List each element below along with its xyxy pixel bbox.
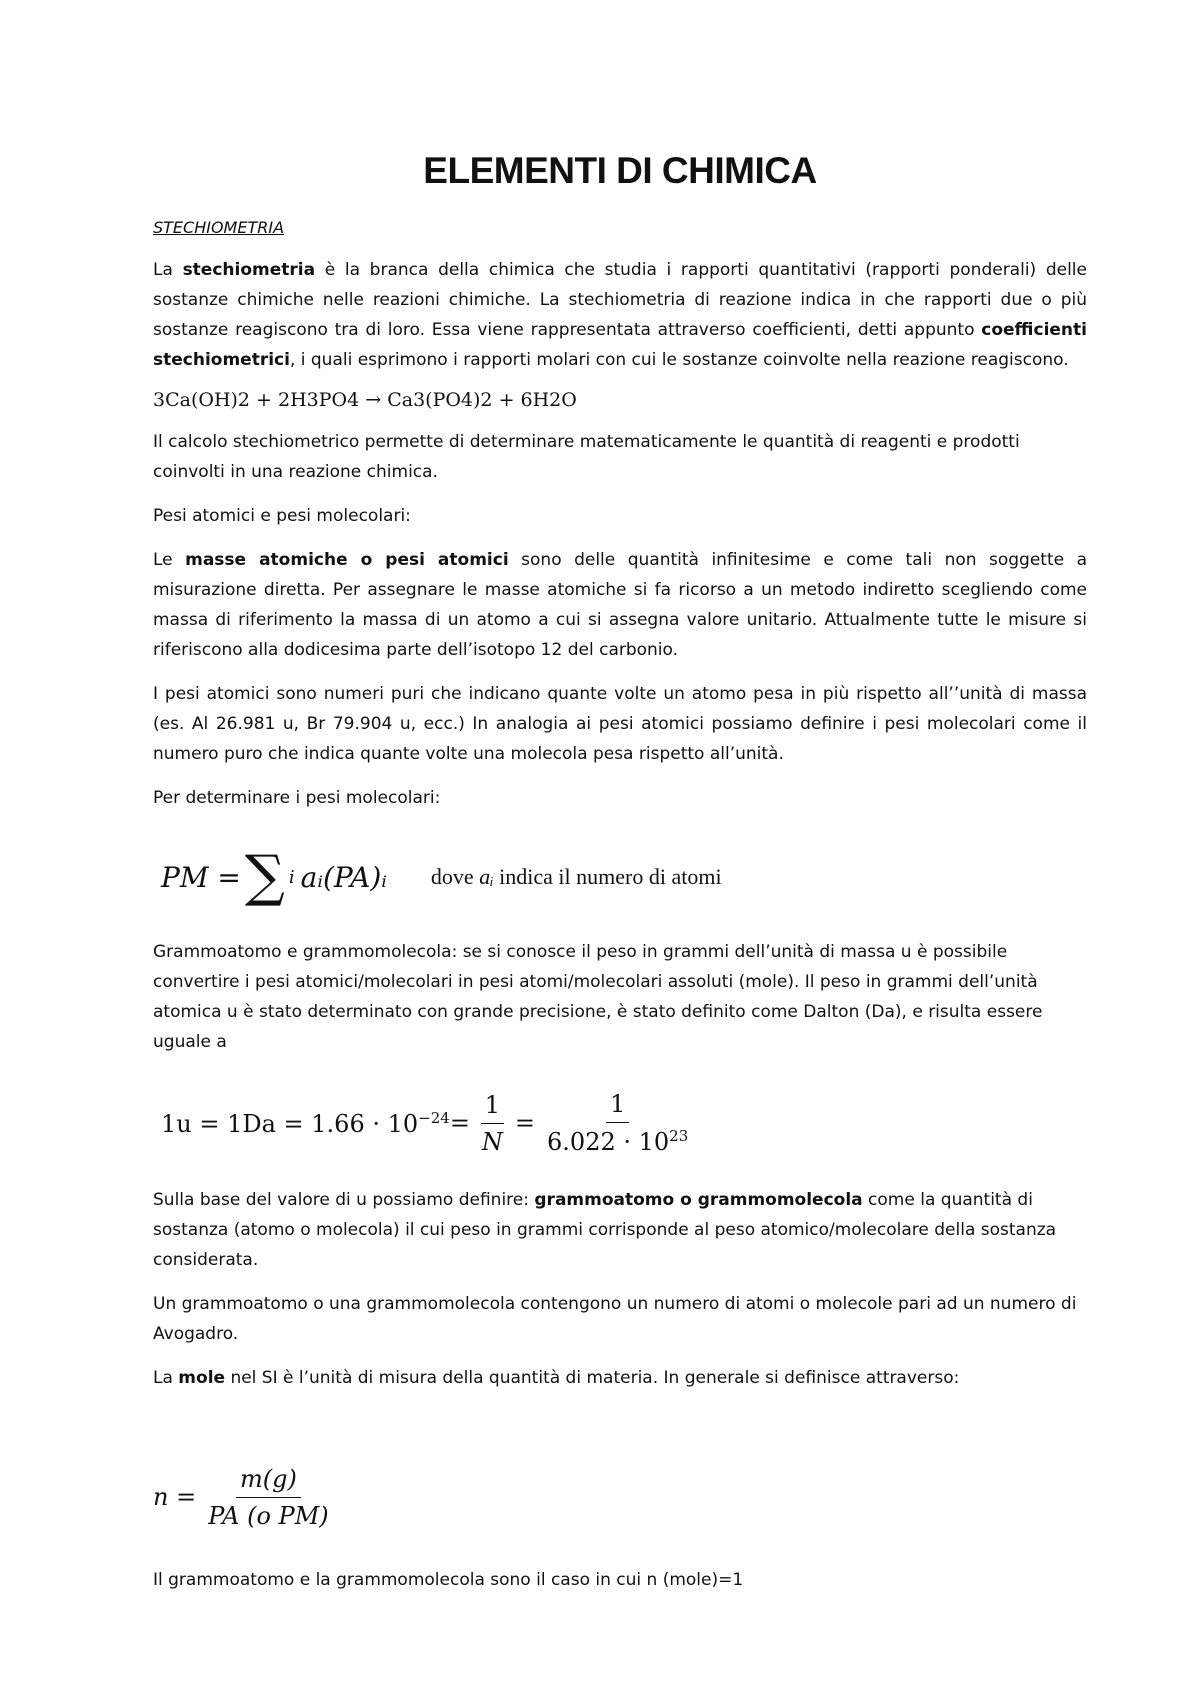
formula-pm-note: dove aᵢ indica il numero di atomi bbox=[430, 864, 722, 889]
term-mole: mole bbox=[178, 1368, 226, 1388]
paragraph-conclusione: Il grammoatomo e la grammomolecola sono il caso in cui n (mole)=1 bbox=[153, 1570, 744, 1590]
term-grammoatomo: grammoatomo o grammomolecola bbox=[534, 1190, 863, 1210]
paragraph-base-u: Sulla base del valore di u possiamo definire: grammoatomo o grammomolecola come la quantità di sostanza (atomo o molecola) il cui peso in grammi corrisponde al peso atomico/molecolare della sostanza considerata. bbox=[153, 1190, 1057, 1270]
fraction-avogadro: $\frac{1}{6.022 \cdot 10^{23}}$ bbox=[547, 1090, 689, 1156]
reaction-equation: 3Ca(OH)2 + 2H3PO4 → Ca3(PO4)2 + 6H2O bbox=[153, 389, 577, 411]
paragraph-mole: La mole nel SI è l’unità di misura della quantità di materia. In generale si definisce attraverso: bbox=[153, 1368, 960, 1388]
document-body bbox=[153, 150, 1087, 1609]
formula-moli: n = $\frac{m(g)}{\text{PA (o PM)}}$ bbox=[153, 1449, 1087, 1545]
sum-symbol: ∑ bbox=[244, 844, 285, 909]
term-coefficienti: coefficienti stechiometrici bbox=[153, 320, 1087, 370]
formula-u-lhs: $1u = 1Da = 1.66 \cdot 10^{-24}$ bbox=[161, 1108, 450, 1138]
term-stechiometria: stechiometria bbox=[182, 260, 316, 280]
sum-index: i bbox=[288, 866, 295, 888]
paragraph-calcolo: Il calcolo stechiometrico permette di determinare matematicamente le quantità di reagenti e prodotti coinvolti in una reazione chimica. bbox=[153, 432, 1020, 482]
paragraph-subheading-pesi: Pesi atomici e pesi molecolari: bbox=[153, 506, 411, 526]
formula-pm-term: aᵢ(PA)ᵢ bbox=[300, 860, 387, 894]
fraction-massa-su-peso: $\frac{m(g)}{\text{PA (o PM)}}$ bbox=[208, 1464, 329, 1530]
fraction-one-over-n: $\frac{1}{N}$ bbox=[481, 1090, 503, 1156]
paragraph-determinare: Per determinare i pesi molecolari: bbox=[153, 788, 441, 808]
formula-pm-lhs: PM = bbox=[161, 860, 241, 894]
formula-dalton: $1u = 1Da = 1.66 \cdot 10^{-24}$ = $\frac{1}{N}$ = $\frac{1}{6.022 \cdot 10^{23}}$ bbox=[153, 1071, 1087, 1175]
paragraph-grammoatomo: Grammoatomo e grammomolecola: se si conosce il peso in grammi dell’unità di massa u è possibile convertire i pesi atomici/molecolari in pesi atomi/molecolari assoluti (mole). Il peso in grammi dell’unità atomica u è stato determinato con grande precisione, è stato definito come Dalton (Da), e risulta essere uguale a bbox=[153, 942, 1043, 1052]
paragraph-masse-atomiche: Le masse atomiche o pesi atomici sono delle quantità infinitesime e come tali non soggette a misurazione diretta. Per assegnare le masse atomiche si fa ricorso a un metodo indiretto scegliendo come massa di riferimento la massa di un atomo a cui si assegna valore unitario. Attualmente tutte le misure si riferiscono alla dodicesima parte dell’isotopo 12 del carbonio. bbox=[153, 550, 1087, 660]
formula-peso-molecolare bbox=[153, 827, 1087, 927]
paragraph-avogadro: Un grammoatomo o una grammomolecola contengono un numero di atomi o molecole pari ad un numero di Avogadro. bbox=[153, 1294, 1077, 1344]
paragraph-pesi-atomici: I pesi atomici sono numeri puri che indicano quante volte un atomo pesa in più rispetto all’’unità di massa (es. Al 26.981 u, Br 79.904 u, ecc.) In analogia ai pesi atomici possiamo definire i pesi molecolari come il numero puro che indica quante volte una molecola pesa rispetto all’unità. bbox=[153, 684, 1087, 764]
section-heading: STECHIOMETRIA bbox=[153, 218, 285, 237]
page-title: ELEMENTI DI CHIMICA bbox=[423, 150, 817, 191]
paragraph-intro: La stechiometria è la branca della chimica che studia i rapporti quantitativi (rapporti ponderali) delle sostanze chimiche nelle reazioni chimiche. La stechiometria di reazione indica in che rapporti due o più sostanze reagiscono tra di loro. Essa viene rappresentata attraverso coefficienti, detti appunto coefficienti stechiometrici, i quali esprimono i rapporti molari con cui le sostanze coinvolte nella reazione reagiscono. bbox=[153, 260, 1087, 370]
term-masse-atomiche: masse atomiche o pesi atomici bbox=[185, 550, 509, 570]
